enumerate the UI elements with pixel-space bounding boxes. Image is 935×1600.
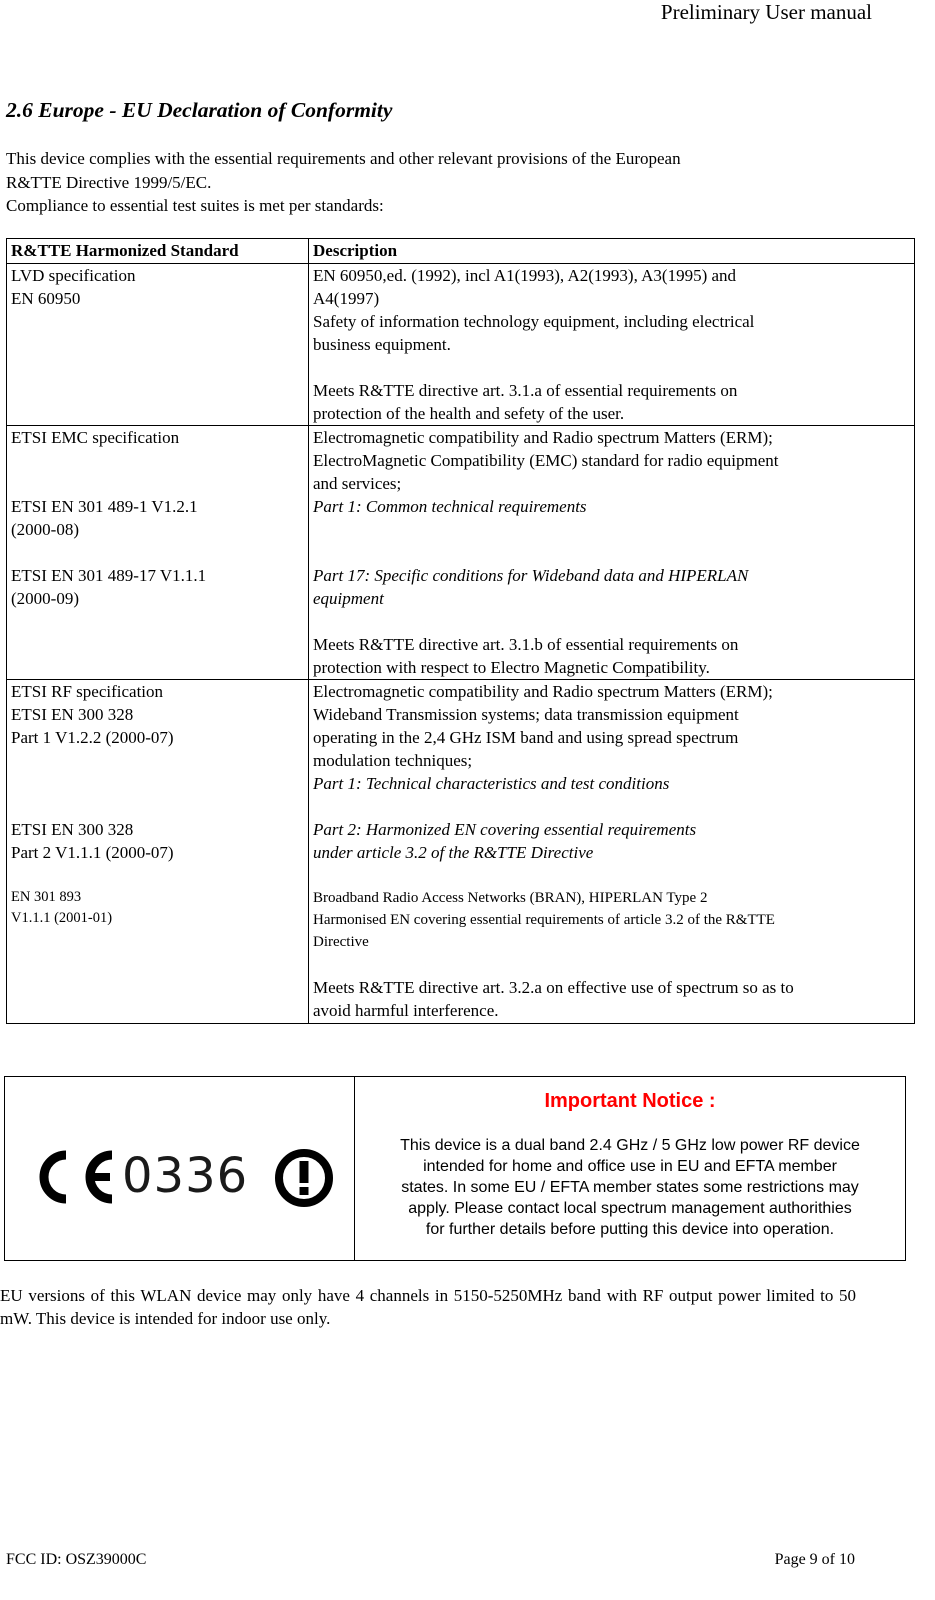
desc-line: A4(1997) [313, 289, 380, 308]
desc-line: modulation techniques; [313, 751, 473, 770]
desc-line: Safety of information technology equipment, including electrical [313, 312, 755, 331]
desc-line: avoid harmful interference. [313, 1001, 499, 1020]
ce-mark-icon [28, 1147, 118, 1207]
intro-line: This device complies with the essential requirements and other relevant provisions of the European [6, 149, 681, 168]
page-number: Page 9 of 10 [774, 1551, 855, 1568]
desc-line: Electromagnetic compatibility and Radio spectrum Matters (ERM); [313, 428, 773, 447]
fcc-id: FCC ID: OSZ39000C [6, 1551, 147, 1568]
standard-cell [7, 680, 309, 1024]
standards-table [6, 238, 915, 1024]
desc-line: Meets R&TTE directive art. 3.1.b of essential requirements on [313, 635, 739, 654]
notice-line: states. In some EU / EFTA member states some restrictions may [401, 1179, 859, 1196]
description-cell [309, 680, 915, 1024]
table-row [7, 680, 915, 1024]
desc-line: Part 1: Common technical requirements [313, 497, 587, 516]
notice-title: Important Notice : [544, 1090, 716, 1112]
standard-line: EN 301 893 [11, 889, 82, 905]
desc-line: protection of the health and sefety of the user. [313, 404, 625, 423]
ce-marking-cell [5, 1077, 355, 1261]
desc-line: Broadband Radio Access Networks (BRAN), HIPERLAN Type 2 [313, 890, 708, 906]
desc-line: Part 17: Specific conditions for Wideband data and HIPERLAN [313, 566, 749, 585]
standard-cell [7, 264, 309, 426]
intro-line: Compliance to essential test suites is met per standards: [6, 196, 384, 215]
standard-line: EN 60950 [11, 289, 81, 308]
standard-line: ETSI EN 300 328 [11, 705, 134, 724]
desc-line: Part 2: Harmonized EN covering essential requirements [313, 820, 697, 839]
desc-line: business equipment. [313, 335, 451, 354]
standard-line: V1.1.1 (2001-01) [11, 910, 113, 926]
notice-line: This device is a dual band 2.4 GHz / 5 GHz low power RF device [400, 1137, 860, 1154]
notice-text-cell [355, 1077, 906, 1261]
desc-line: Meets R&TTE directive art. 3.1.a of essential requirements on [313, 381, 738, 400]
indoor-use-footnote: EU versions of this WLAN device may only have 4 channels in 5150-5250MHz band with RF output power limited to 50 mW. This device is intended for indoor use only. [0, 1286, 856, 1328]
standard-cell [7, 426, 309, 680]
desc-line: Part 1: Technical characteristics and test conditions [313, 774, 670, 793]
intro-line: R&TTE Directive 1999/5/EC. [6, 172, 212, 192]
notice-body [362, 1135, 898, 1240]
standard-line: ETSI EN 300 328 [11, 820, 134, 839]
column-header: Description [309, 239, 915, 264]
standard-line: Part 2 V1.1.1 (2000-07) [11, 843, 174, 862]
desc-line: operating in the 2,4 GHz ISM band and using spread spectrum [313, 728, 739, 747]
table-row [7, 426, 915, 680]
notice-line: intended for home and office use in EU and EFTA member [423, 1158, 837, 1175]
column-header: R&TTE Harmonized Standard [7, 239, 309, 264]
section-title: 2.6 Europe - EU Declaration of Conformity [6, 98, 393, 122]
running-header: Preliminary User manual [660, 0, 872, 24]
standard-line: (2000-08) [11, 520, 79, 539]
notice-box [4, 1076, 906, 1261]
desc-line: ElectroMagnetic Compatibility (EMC) standard for radio equipment [313, 451, 779, 470]
table-header-row [7, 239, 915, 264]
desc-line: equipment [313, 589, 384, 608]
desc-line: and services; [313, 474, 402, 493]
desc-line: protection with respect to Electro Magnetic Compatibility. [313, 658, 710, 677]
desc-line: Meets R&TTE directive art. 3.2.a on effective use of spectrum so as to [313, 978, 794, 997]
standard-line: LVD specification [11, 266, 136, 285]
intro-paragraph [6, 147, 886, 218]
desc-line: Wideband Transmission systems; data transmission equipment [313, 705, 739, 724]
description-cell [309, 264, 915, 426]
table-row [7, 264, 915, 426]
description-cell [309, 426, 915, 680]
standard-line: ETSI EMC specification [11, 428, 180, 447]
notice-line: for further details before putting this device into operation. [425, 1221, 835, 1238]
desc-line: Electromagnetic compatibility and Radio spectrum Matters (ERM); [313, 682, 773, 701]
alert-circle-icon [273, 1147, 335, 1209]
notified-body-number: 0336 [122, 1148, 249, 1204]
desc-line: EN 60950,ed. (1992), incl A1(1993), A2(1993), A3(1995) and [313, 266, 737, 285]
notice-line: apply. Please contact local spectrum management authorithies [408, 1200, 852, 1217]
standard-line: ETSI EN 301 489-1 V1.2.1 [11, 497, 198, 516]
desc-line: under article 3.2 of the R&TTE Directive [313, 843, 594, 862]
standard-line: ETSI RF specification [11, 682, 164, 701]
standard-line: Part 1 V1.2.2 (2000-07) [11, 728, 174, 747]
desc-line: Directive [313, 934, 369, 950]
desc-line: Harmonised EN covering essential requirements of article 3.2 of the R&TTE [313, 912, 775, 928]
standard-line: (2000-09) [11, 589, 79, 608]
standard-line: ETSI EN 301 489-17 V1.1.1 [11, 566, 207, 585]
